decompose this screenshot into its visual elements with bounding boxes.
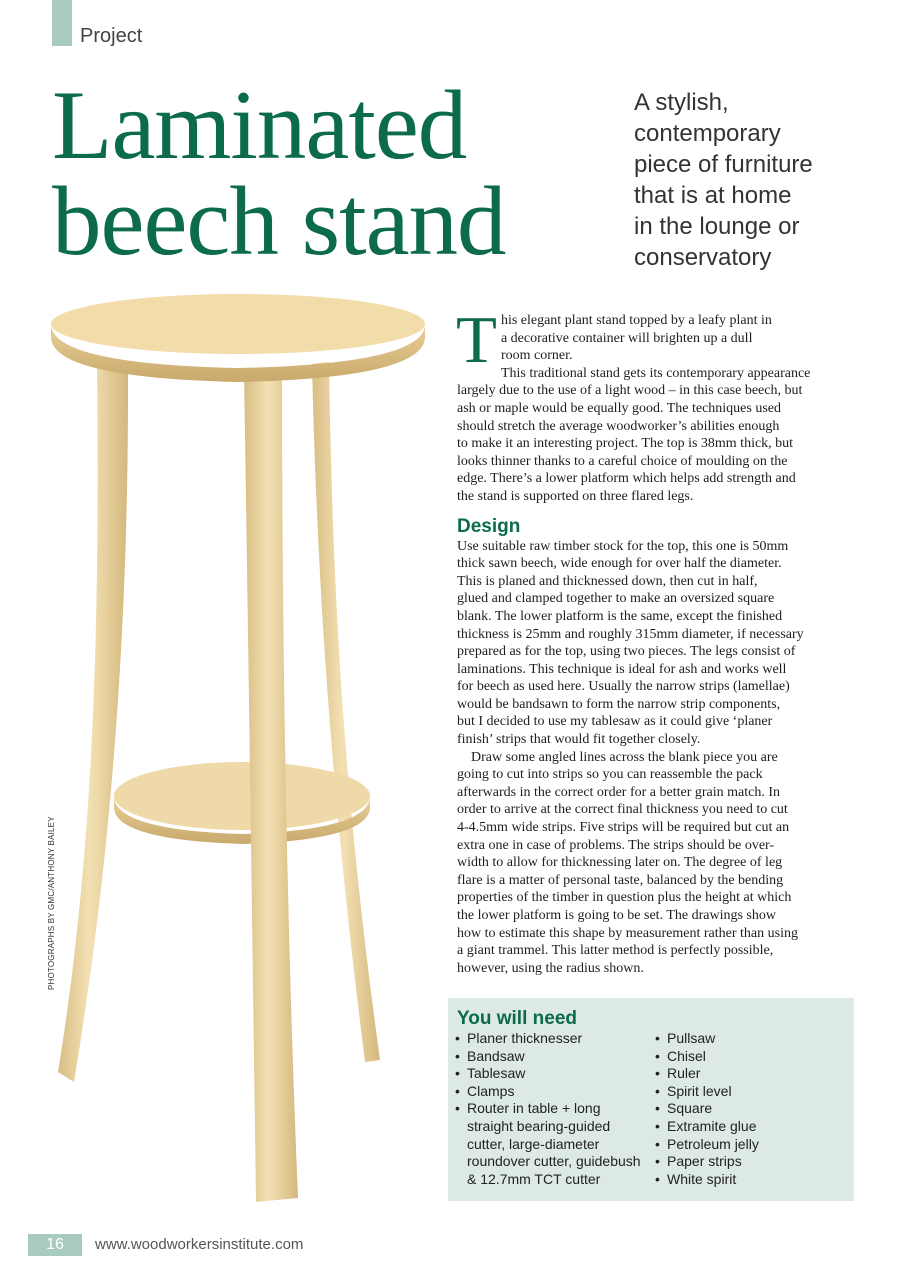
body-line: for beech as used here. Usually the narrow strips (lamellae) xyxy=(457,679,790,695)
list-item xyxy=(455,1048,645,1066)
list-item xyxy=(455,1030,645,1048)
body-line: width to allow for thicknessing later on. The degree of leg xyxy=(457,855,783,871)
body-line: a giant trammel. This latter method is perfectly possible, xyxy=(457,943,774,959)
bullet-icon: • xyxy=(455,1082,460,1099)
bullet-icon: • xyxy=(655,1100,660,1117)
standfirst-line: contemporary xyxy=(634,120,781,147)
tools-list-column-1 xyxy=(455,1030,645,1188)
body-line: to make it an interesting project. The top is 38mm thick, but xyxy=(457,436,794,452)
body-line: glued and clamped together to make an oversized square xyxy=(457,591,775,607)
body-line: flare is a matter of personal taste, balanced by the bending xyxy=(457,872,784,888)
standfirst-line: that is at home xyxy=(634,182,792,209)
list-item-text: Planer thicknesser xyxy=(467,1030,583,1046)
you-will-need-title: You will need xyxy=(457,1008,577,1029)
list-item xyxy=(455,1065,645,1083)
tools-list-column-2 xyxy=(655,1030,845,1188)
bullet-icon: • xyxy=(455,1030,460,1046)
list-item xyxy=(455,1100,645,1188)
bullet-icon: • xyxy=(455,1047,460,1064)
list-item-text: Spirit level xyxy=(667,1082,732,1099)
list-item-text: Pullsaw xyxy=(667,1030,716,1046)
design-heading: Design xyxy=(457,515,521,537)
list-item-text: Tablesaw xyxy=(467,1065,526,1082)
list-item-text: Paper strips xyxy=(667,1153,742,1170)
title-line: Laminated xyxy=(52,71,467,180)
list-item xyxy=(655,1030,845,1048)
standfirst xyxy=(634,87,874,273)
body-line: edge. There’s a lower platform which helps add strength and xyxy=(457,471,796,487)
list-item xyxy=(655,1118,845,1136)
list-item xyxy=(455,1083,645,1101)
body-line: going to cut into strips so you can reassemble the pack xyxy=(457,767,763,783)
bullet-icon: • xyxy=(655,1135,660,1152)
body-line: properties of the timber in question plus the height at which xyxy=(457,890,792,906)
list-item-text: Ruler xyxy=(667,1065,701,1082)
lower-shelf xyxy=(114,762,370,830)
body-line: his elegant plant stand topped by a leafy plant in xyxy=(500,313,772,328)
bullet-icon: • xyxy=(655,1047,660,1064)
table-top xyxy=(51,294,425,354)
bullet-icon: • xyxy=(455,1100,460,1117)
list-item-text: Chisel xyxy=(667,1047,706,1064)
body-line: order to arrive at the correct final thickness you need to cut xyxy=(457,802,788,818)
standfirst-line: in the lounge or xyxy=(634,213,800,240)
bullet-icon: • xyxy=(455,1065,460,1082)
body-line: Draw some angled lines across the blank piece you are xyxy=(471,749,778,765)
list-item-text: Square xyxy=(667,1100,713,1117)
body-line: This is planed and thicknessed down, then cut in half, xyxy=(457,573,758,589)
body-line: largely due to the use of a light wood – in this case beech, but xyxy=(457,383,803,399)
list-item xyxy=(655,1153,845,1171)
section-label: Project xyxy=(80,25,143,47)
body-line: should stretch the average woodworker’s abilities enough xyxy=(457,418,780,434)
drop-cap: T xyxy=(456,303,497,377)
page-number: 16 xyxy=(28,1234,82,1256)
body-line: the lower platform is going to be set. The drawings show xyxy=(457,908,776,923)
article-title xyxy=(52,71,506,276)
bullet-icon: • xyxy=(655,1117,660,1134)
title-line: beech stand xyxy=(52,167,506,276)
body-line: 4-4.5mm wide strips. Five strips will be required but cut an xyxy=(457,820,790,836)
bullet-icon: • xyxy=(655,1082,660,1099)
body-line: the stand is supported on three flared legs. xyxy=(457,488,694,504)
list-item xyxy=(655,1171,845,1189)
standfirst-line: piece of furniture xyxy=(634,151,813,178)
article-body xyxy=(456,303,853,977)
list-item-text: Petroleum jelly xyxy=(667,1135,759,1152)
body-line: thickness is 25mm and roughly 315mm diameter, if necessary xyxy=(457,626,804,642)
standfirst-line: conservatory xyxy=(634,244,772,271)
body-line: ash or maple would be equally good. The techniques used xyxy=(457,400,781,416)
list-item-text: Clamps xyxy=(467,1082,515,1099)
body-line: finish’ strips that would fit together closely. xyxy=(457,732,701,748)
list-item xyxy=(655,1083,845,1101)
website-link[interactable]: www.woodworkersinstitute.com xyxy=(95,1236,304,1253)
body-line: room corner. xyxy=(500,348,573,364)
body-line: a decorative container will brighten up a dull xyxy=(500,330,753,346)
body-line: Use suitable raw timber stock for the top, this one is 50mm xyxy=(457,538,789,554)
section-tab-marker xyxy=(52,0,72,46)
body-line: would be bandsawn to form the narrow strip components, xyxy=(457,696,781,712)
standfirst-line: A stylish, xyxy=(634,89,729,116)
body-line: prepared as for the top, using two pieces. The legs consist of xyxy=(457,644,796,660)
body-line: looks thinner thanks to a careful choice of moulding on the xyxy=(457,453,788,469)
list-item-text: Extramite glue xyxy=(667,1117,757,1134)
list-item xyxy=(655,1136,845,1154)
list-item xyxy=(655,1048,845,1066)
body-line: extra one in case of problems. The strips should be over- xyxy=(457,837,775,853)
bullet-icon: • xyxy=(655,1030,660,1046)
photo-credit: PHOTOGRAPHS BY GMC/ANTHONY BAILEY xyxy=(47,816,56,990)
body-line: blank. The lower platform is the same, except the finished xyxy=(457,608,783,624)
body-line: This traditional stand gets its contemporary appearance xyxy=(500,365,811,381)
back-leg xyxy=(312,362,380,1062)
list-item-text: Router in table + long straight bearing-guided cutter, large-diameter roundover cutter, guidebush & 12.7mm TCT cutter xyxy=(467,1100,641,1187)
list-item-text: White spirit xyxy=(667,1170,737,1187)
plant-stand-photo xyxy=(50,292,450,1212)
list-item xyxy=(655,1065,845,1083)
body-line: thick sawn beech, wide enough for over half the diameter. xyxy=(457,556,782,572)
you-will-need-box xyxy=(448,998,854,1201)
body-line: afterwards in the correct order for a better grain match. In xyxy=(457,784,781,800)
bullet-icon: • xyxy=(655,1065,660,1082)
list-item xyxy=(655,1100,845,1118)
bullet-icon: • xyxy=(655,1153,660,1170)
list-item-text: Bandsaw xyxy=(467,1047,525,1064)
body-line: laminations. This technique is ideal for ash and works well xyxy=(457,661,787,677)
bullet-icon: • xyxy=(655,1170,660,1187)
left-leg xyxy=(58,364,128,1082)
intro-paragraph xyxy=(456,303,853,506)
body-line: however, using the radius shown. xyxy=(457,960,644,976)
body-line: but I decided to use my tablesaw as it could give ‘planer xyxy=(457,714,773,730)
body-line: how to estimate this shape by measurement rather than using xyxy=(457,925,798,941)
design-paragraph xyxy=(457,538,853,978)
